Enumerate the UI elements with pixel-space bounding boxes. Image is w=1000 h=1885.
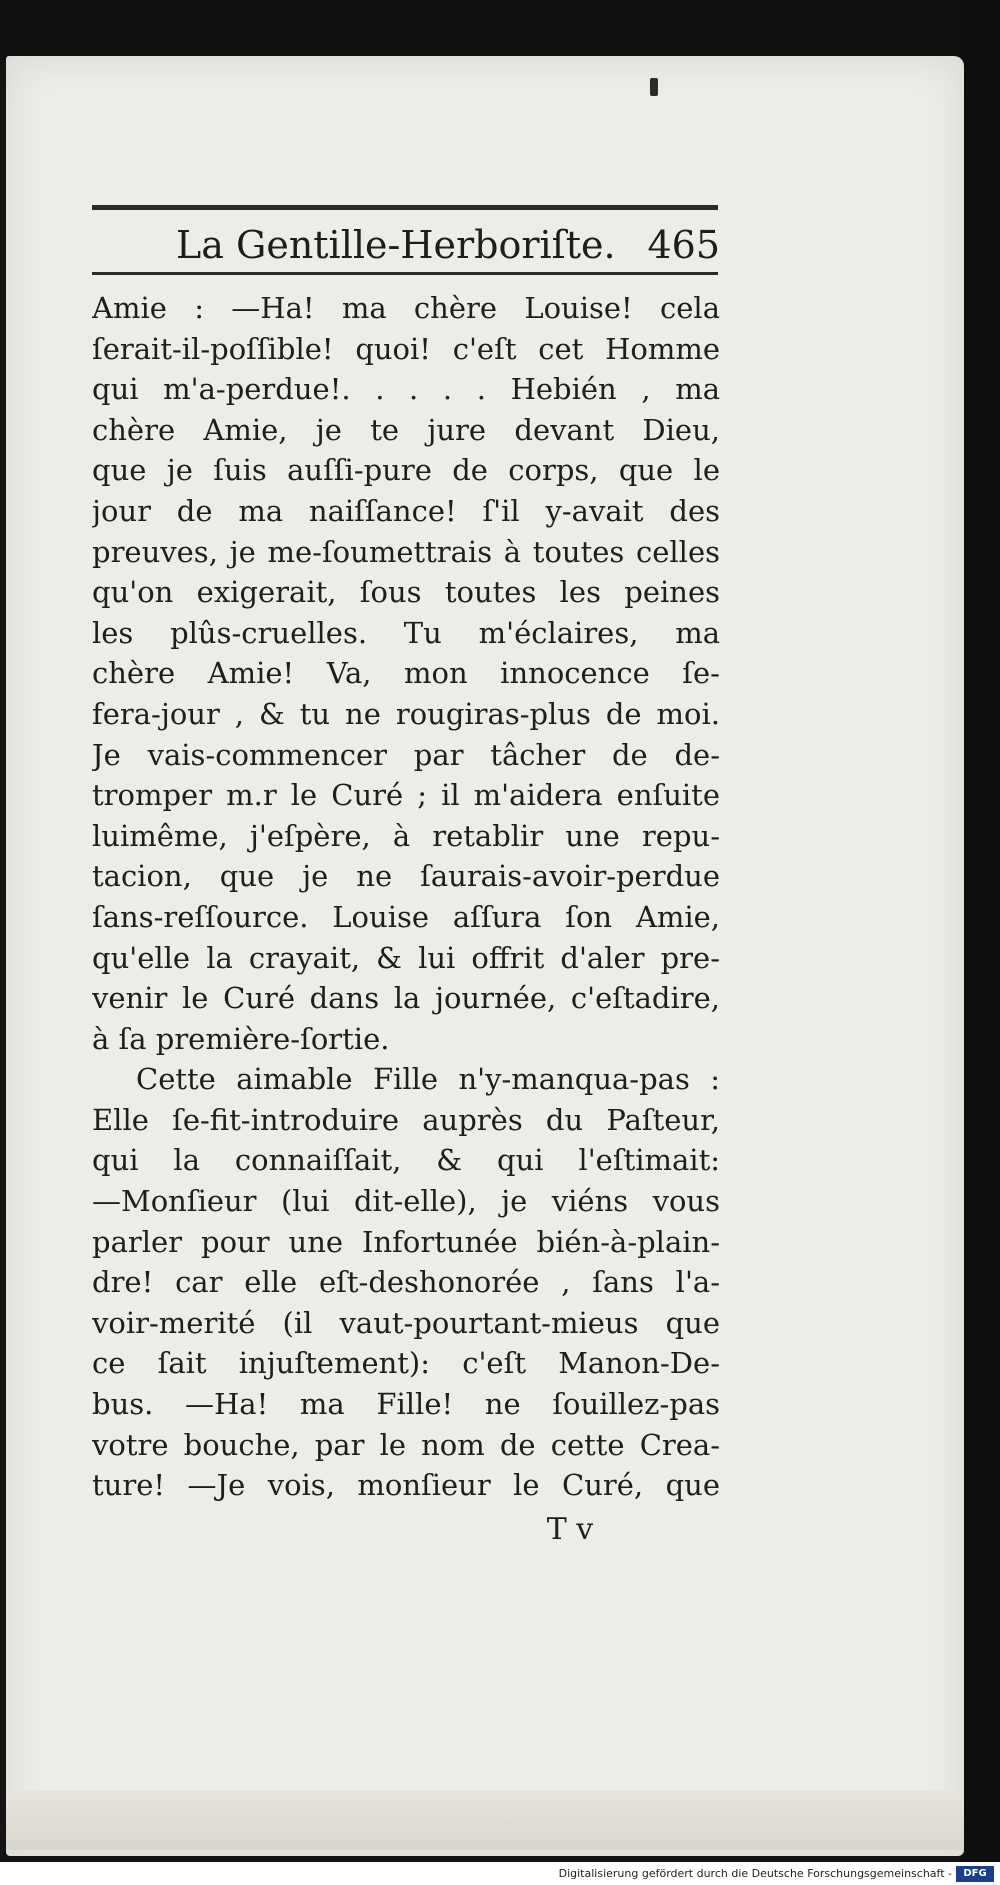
text-line: fera-jour , & tu ne rougiras-plus de moi. bbox=[92, 696, 720, 731]
page-body bbox=[92, 288, 720, 1506]
page-bottom-shade bbox=[6, 1790, 964, 1850]
text-line: qu'elle la crayait, & lui offrit d'aler pre- bbox=[92, 940, 720, 975]
text-line: qui la connaiſſait, & qui l'eſtimait: bbox=[92, 1143, 720, 1178]
text-line: les plûs-cruelles. Tu m'éclaires, ma bbox=[92, 615, 720, 650]
text-line: qu'on exigerait, ſous toutes les peines bbox=[92, 575, 720, 610]
text-line: —Monſieur (lui dit-elle), je viéns vous bbox=[92, 1184, 720, 1219]
text-line: Je vais-commencer par tâcher de de- bbox=[92, 737, 720, 772]
header-rule-bottom bbox=[92, 272, 718, 275]
text-line: tacion, que je ne ſaurais-avoir-perdue bbox=[92, 859, 720, 894]
dfg-logo-icon: DFG bbox=[956, 1866, 994, 1882]
text-line: tromper m.r le Curé ; il m'aidera enſuite bbox=[92, 778, 720, 813]
text-line: parler pour une Infortunée bién-à-plain- bbox=[92, 1224, 720, 1259]
text-line: Cette aimable Fille n'y-manqua-pas : bbox=[136, 1062, 720, 1097]
running-title: La Gentille-Herboriſte. bbox=[176, 223, 616, 267]
text-line: ſerait-il-poſſible! quoi! c'eſt cet Homme bbox=[92, 331, 720, 366]
scan-background-right bbox=[960, 0, 1000, 1885]
text-line: bus. —Ha! ma Fille! ne ſouillez-pas bbox=[92, 1387, 720, 1422]
text-line: voir-merité (il vaut-pourtant-mieus que bbox=[92, 1305, 720, 1340]
text-line: chère Amie! Va, mon innocence ſe- bbox=[92, 656, 720, 691]
text-line: jour de ma naiſſance! ſ'il y-avait des bbox=[92, 493, 720, 528]
text-line: Elle ſe-fit-introduire auprès du Paſteur, bbox=[92, 1102, 720, 1137]
text-line: votre bouche, par le nom de cette Crea- bbox=[92, 1427, 720, 1462]
digitization-credit: Digitalisierung gefördert durch die Deutsche Forschungsgemeinschaft - bbox=[558, 1867, 952, 1880]
ink-mark bbox=[650, 78, 658, 96]
text-line: ce ſait injuſtement): c'eſt Manon-De- bbox=[92, 1346, 720, 1381]
signature-mark: T v bbox=[546, 1512, 594, 1547]
text-line: ſans-reſſource. Louise aſſura ſon Amie, bbox=[92, 899, 720, 934]
scan-background-top bbox=[0, 0, 1000, 60]
text-line: luimême, j'eſpère, à retablir une repu- bbox=[92, 818, 720, 853]
text-line: que je ſuis auſſi-pure de corps, que le bbox=[92, 453, 720, 488]
header-rule-top bbox=[92, 205, 718, 210]
text-line: dre! car elle eſt-deshonorée , ſans l'a- bbox=[92, 1265, 720, 1300]
text-line: ture! —Je vois, monſieur le Curé, que bbox=[92, 1468, 720, 1503]
text-line: à ſa première-ſortie. bbox=[92, 1021, 390, 1056]
page-number: 465 bbox=[647, 223, 720, 267]
text-line: Amie : —Ha! ma chère Louise! cela bbox=[92, 291, 720, 325]
text-line: venir le Curé dans la journée, c'eſtadire, bbox=[92, 981, 720, 1016]
text-line: chère Amie, je te jure devant Dieu, bbox=[92, 412, 720, 447]
text-line: preuves, je me-ſoumettrais à toutes celles bbox=[92, 534, 720, 569]
text-line: qui m'a-perdue!. . . . . Hebién , ma bbox=[92, 372, 720, 407]
